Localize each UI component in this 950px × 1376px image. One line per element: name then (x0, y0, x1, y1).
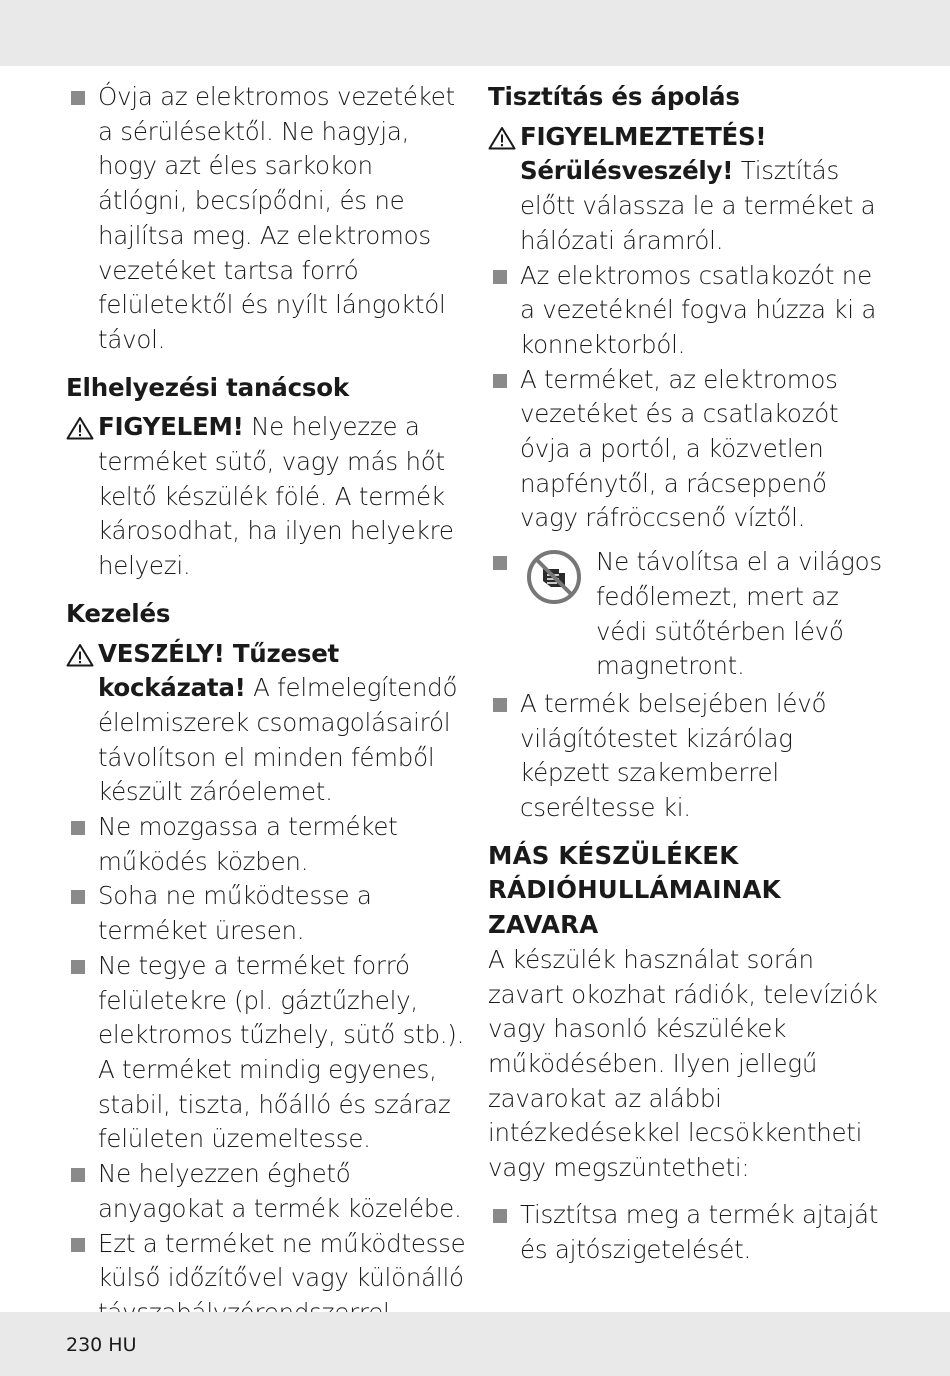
right-column (488, 80, 888, 1267)
list-item-surface (66, 949, 466, 1157)
warning-text: Ne helyezze a terméket sütő, vagy más hőt keltő készülék fölé. A termék károsodhat, ha ilyen helyekre helyezi. (98, 412, 454, 581)
square-bullet-icon (71, 960, 85, 974)
section-heading-interference: MÁS KÉSZÜLÉKEK RÁDIÓHULLÁMAINAK ZAVARA (488, 840, 781, 940)
square-bullet-icon (71, 1238, 85, 1252)
list-item-text: A termék belsejében lévő világítótestet kizárólag képzett szakemberrel cseréltesse ki. (520, 688, 827, 823)
list-item-lamp (488, 687, 888, 826)
list-item-text: Tisztítsa meg a termék ajtaját és ajtószigetelését. (520, 1199, 879, 1264)
danger-fire (66, 637, 466, 811)
square-bullet-icon (71, 890, 85, 904)
warning-triangle-icon (66, 416, 94, 440)
list-item-cover (488, 545, 888, 684)
danger-label: VESZÉLY! Tűzeset kockázata! (98, 638, 340, 703)
list-item-text: Ne helyezzen éghető anyagokat a termék közelébe. (98, 1159, 462, 1223)
square-bullet-icon (493, 1209, 507, 1223)
list-item-text: Ne távolítsa el a világos fedőlemezt, mert az védi sütőtérben lévő magnetront. (596, 547, 882, 681)
warning-triangle-icon (66, 643, 94, 667)
warning-placement (66, 410, 466, 584)
square-bullet-icon (493, 270, 507, 284)
warning-triangle-icon (488, 126, 516, 150)
list-item-text: Ne mozgassa a terméket működés közben. (98, 812, 398, 876)
list-item-text: Ne tegye a terméket forró felületekre (pl. gáztűzhely, elektromos tűzhely, sütő stb.). A terméket mindig egyenes, stabil, tiszta, hőálló és száraz felületen üzemeltesse. (98, 950, 465, 1154)
list-item-flammable (66, 1157, 466, 1226)
list-item-plug (488, 259, 888, 363)
warning-injury (488, 120, 888, 259)
warning-label: FIGYELMEZTETÉS! Sérülésveszély! (520, 121, 767, 186)
list-item-text: Ezt a terméket ne működtesse külső időzítővel vagy különálló (98, 1228, 466, 1293)
section-heading-cleaning: Tisztítás és ápolás (488, 82, 740, 111)
list-item-no-move (66, 810, 466, 879)
section-heading-operation: Kezelés (66, 598, 171, 628)
square-bullet-icon (71, 821, 85, 835)
square-bullet-icon (493, 698, 507, 712)
list-item-text: Óvja az elektromos vezetéket a sérülésektől. Ne hagyja, hogy azt éles sarkokon átlógni, becsípődni, és ne hajlítsa meg. Az elektromos vezetéket tartsa forró felületektől és nyílt lángoktól távol. (98, 82, 455, 354)
square-bullet-icon (493, 556, 507, 570)
list-item-text: Soha ne működtesse a terméket üresen. (98, 881, 372, 946)
square-bullet-icon (71, 91, 85, 105)
section-heading-placement: Elhelyezési tanácsok (66, 372, 350, 402)
list-item-text: Az elektromos csatlakozót ne a vezetéknél fogva húzza ki a konnektorból. (520, 260, 877, 359)
list-item-clean-door (488, 1198, 888, 1267)
list-item-text: A terméket, az elektromos vezetéket és a csatlakozót óvja a portól, a közvetlen napfénytől, a rácseppenő vagy ráfröccsenő víztől. (520, 364, 839, 533)
warning-text: Tisztítás előtt válassza le a terméket a hálózati áramról. (520, 156, 876, 255)
page-number: 230 HU (66, 1334, 137, 1356)
footer-band (0, 1312, 950, 1376)
danger-text: A felmelegítendő élelmiszerek csomagolásairól távolítson el minden fémből készült záróelemet. (98, 673, 458, 807)
list-item-cord (66, 80, 466, 358)
no-hand-prohibition-icon (526, 549, 582, 605)
list-item-no-empty (66, 879, 466, 948)
square-bullet-icon (493, 374, 507, 388)
square-bullet-icon (71, 1168, 85, 1182)
header-band (0, 0, 950, 66)
list-item-dust (488, 363, 888, 537)
warning-label: FIGYELEM! (98, 412, 244, 442)
interference-paragraph: A készülék használat során zavart okozhat rádiók, televíziók vagy hasonló készülékek működésében. Ilyen jellegű zavarokat az alábbi intézkedésekkel lecsökkentheti vagy megszüntetheti: (488, 944, 878, 1183)
left-column (66, 80, 466, 1331)
